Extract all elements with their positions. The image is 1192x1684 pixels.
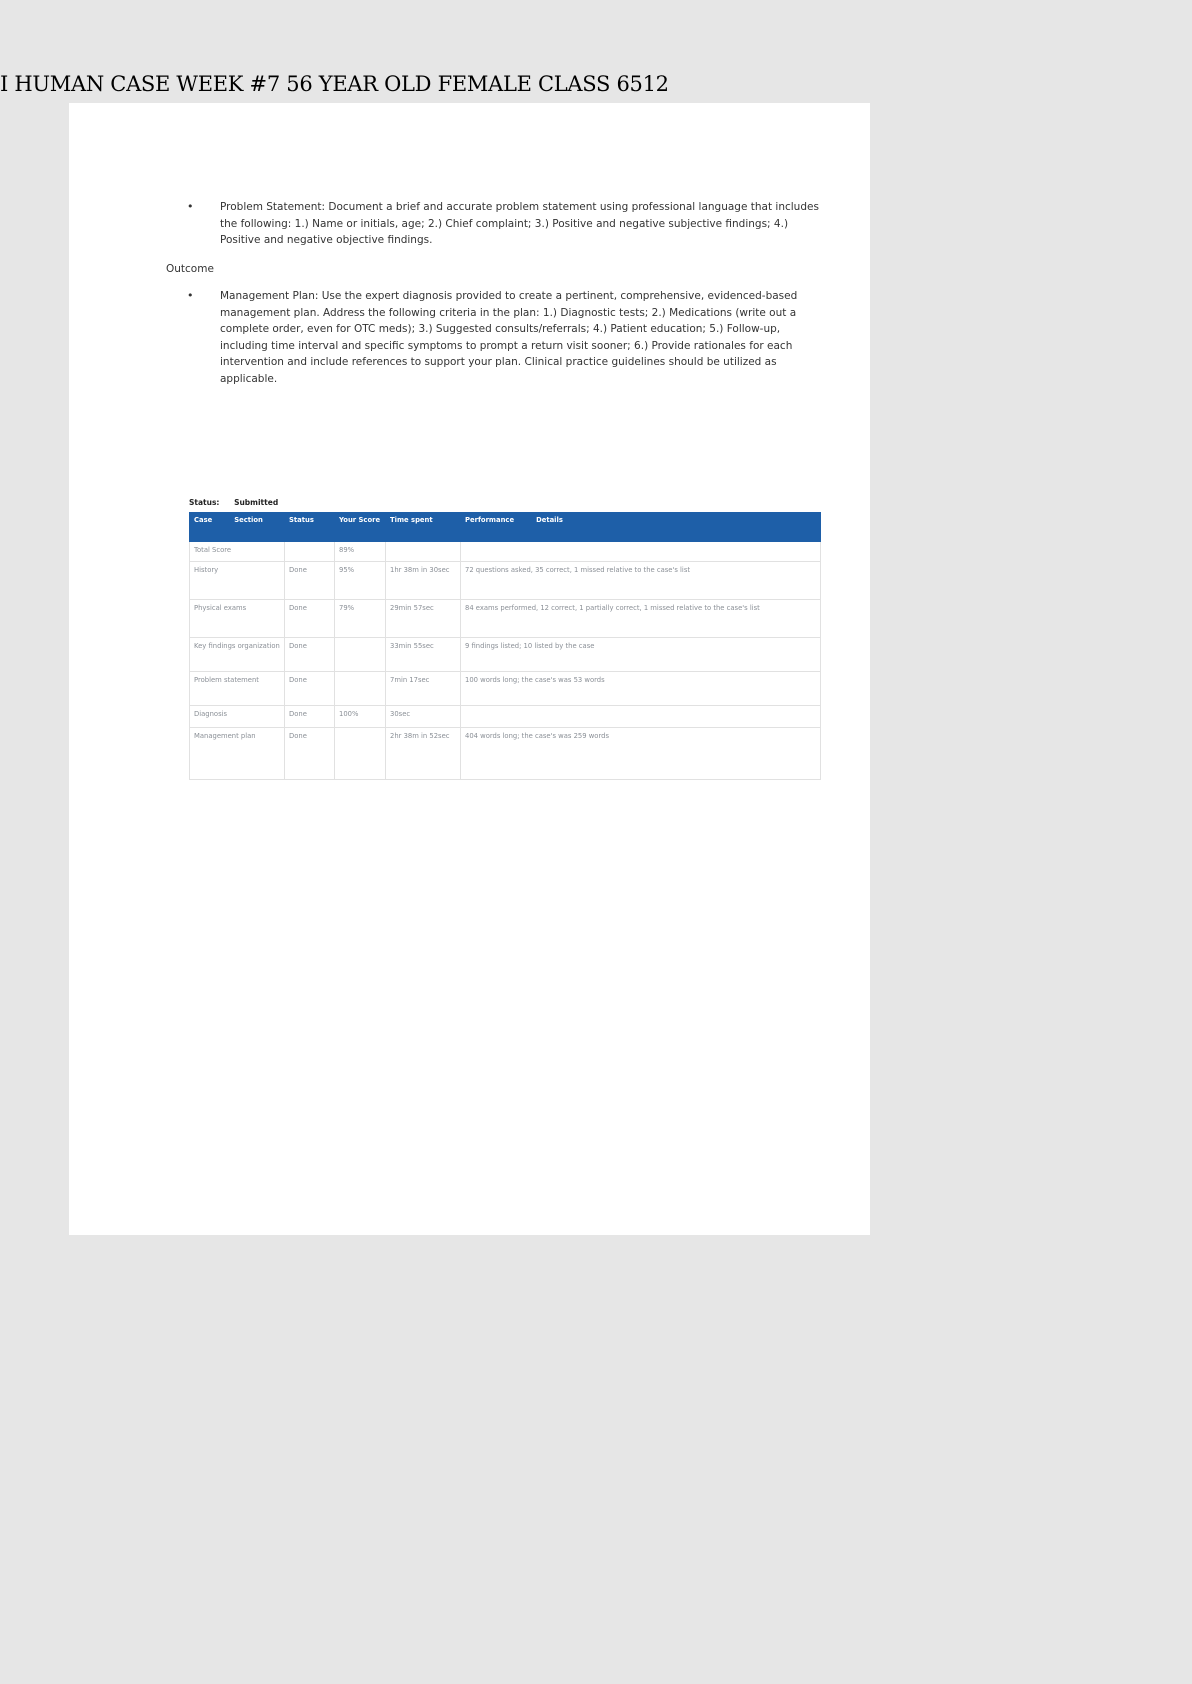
performance-details-header — [461, 513, 821, 542]
score-header: Your Score — [335, 513, 386, 542]
status-label: Status: — [189, 498, 220, 507]
status-value: Submitted — [234, 498, 279, 507]
section-cell: History — [190, 562, 285, 600]
section-cell: Management plan — [190, 728, 285, 780]
document-title: I HUMAN CASE WEEK #7 56 YEAR OLD FEMALE CLASS 6512 — [0, 72, 669, 96]
problem-statement-text: Problem Statement: Document a brief and accurate problem statement using professional language that includes the following: 1.) Name or initials, age; 2.) Chief complaint; 3.) Positive and negative subjective findings; 4.) Positive and negative objective findings. — [220, 201, 819, 246]
status-cell: Done — [285, 638, 335, 672]
document-page — [69, 103, 870, 1235]
table-header-row — [190, 513, 821, 542]
management-plan-text: Management Plan: Use the expert diagnosis provided to create a pertinent, comprehensive, evidenced-based management plan. Address the following criteria in the plan: 1.) Diagnostic tests; 2.) Medications (write out a complete order, even for OTC meds); 3.) Suggested consults/referrals; 4.) Patient education; 5.) Follow-up, including time interval and specific symptoms to prompt a return visit sooner; 6.) Provide rationales for each intervention and include references to support your plan. Clinical practice guidelines should be utilized as applicable. — [220, 290, 798, 385]
status-header: Status — [285, 513, 335, 542]
score-cell: 95% — [335, 562, 386, 600]
bullet-icon: • — [187, 200, 194, 213]
score-cell — [335, 672, 386, 706]
score-cell: 100% — [335, 706, 386, 728]
status-cell: Done — [285, 672, 335, 706]
performance-cell: 84 exams performed, 12 correct, 1 partially correct, 1 missed relative to the case's list — [461, 600, 821, 638]
details-header: Details — [536, 516, 563, 524]
status-cell: Done — [285, 728, 335, 780]
time-cell: 1hr 38m in 30sec — [386, 562, 461, 600]
performance-cell: 9 findings listed; 10 listed by the case — [461, 638, 821, 672]
table-row — [190, 728, 821, 780]
section-header: Section — [234, 516, 263, 524]
score-cell: 79% — [335, 600, 386, 638]
time-cell: 2hr 38m in 52sec — [386, 728, 461, 780]
performance-cell: 404 words long; the case's was 259 words — [461, 728, 821, 780]
table-row — [190, 542, 821, 562]
outcome-heading: Outcome — [166, 263, 214, 275]
time-header: Time spent — [386, 513, 461, 542]
status-cell: Done — [285, 706, 335, 728]
status-cell: Done — [285, 600, 335, 638]
status-cell: Done — [285, 562, 335, 600]
section-cell: Diagnosis — [190, 706, 285, 728]
results-table — [189, 512, 821, 780]
submission-status — [189, 498, 278, 507]
table-row — [190, 562, 821, 600]
score-cell — [335, 638, 386, 672]
case-header: Case — [194, 516, 213, 524]
table-row — [190, 706, 821, 728]
section-cell: Key findings organization — [190, 638, 285, 672]
section-cell: Physical exams — [190, 600, 285, 638]
bullet-icon: • — [187, 289, 194, 302]
section-cell: Total Score — [190, 542, 285, 562]
time-cell: 7min 17sec — [386, 672, 461, 706]
case-section-header — [190, 513, 285, 542]
time-cell: 29min 57sec — [386, 600, 461, 638]
score-cell: 89% — [335, 542, 386, 562]
time-cell — [386, 542, 461, 562]
time-cell: 30sec — [386, 706, 461, 728]
performance-cell — [461, 706, 821, 728]
table-row — [190, 600, 821, 638]
performance-cell — [461, 542, 821, 562]
section-cell: Problem statement — [190, 672, 285, 706]
score-cell — [335, 728, 386, 780]
time-cell: 33min 55sec — [386, 638, 461, 672]
performance-cell: 100 words long; the case's was 53 words — [461, 672, 821, 706]
table-row — [190, 638, 821, 672]
status-cell — [285, 542, 335, 562]
performance-header: Performance — [465, 516, 515, 524]
table-row — [190, 672, 821, 706]
performance-cell: 72 questions asked, 35 correct, 1 missed relative to the case's list — [461, 562, 821, 600]
